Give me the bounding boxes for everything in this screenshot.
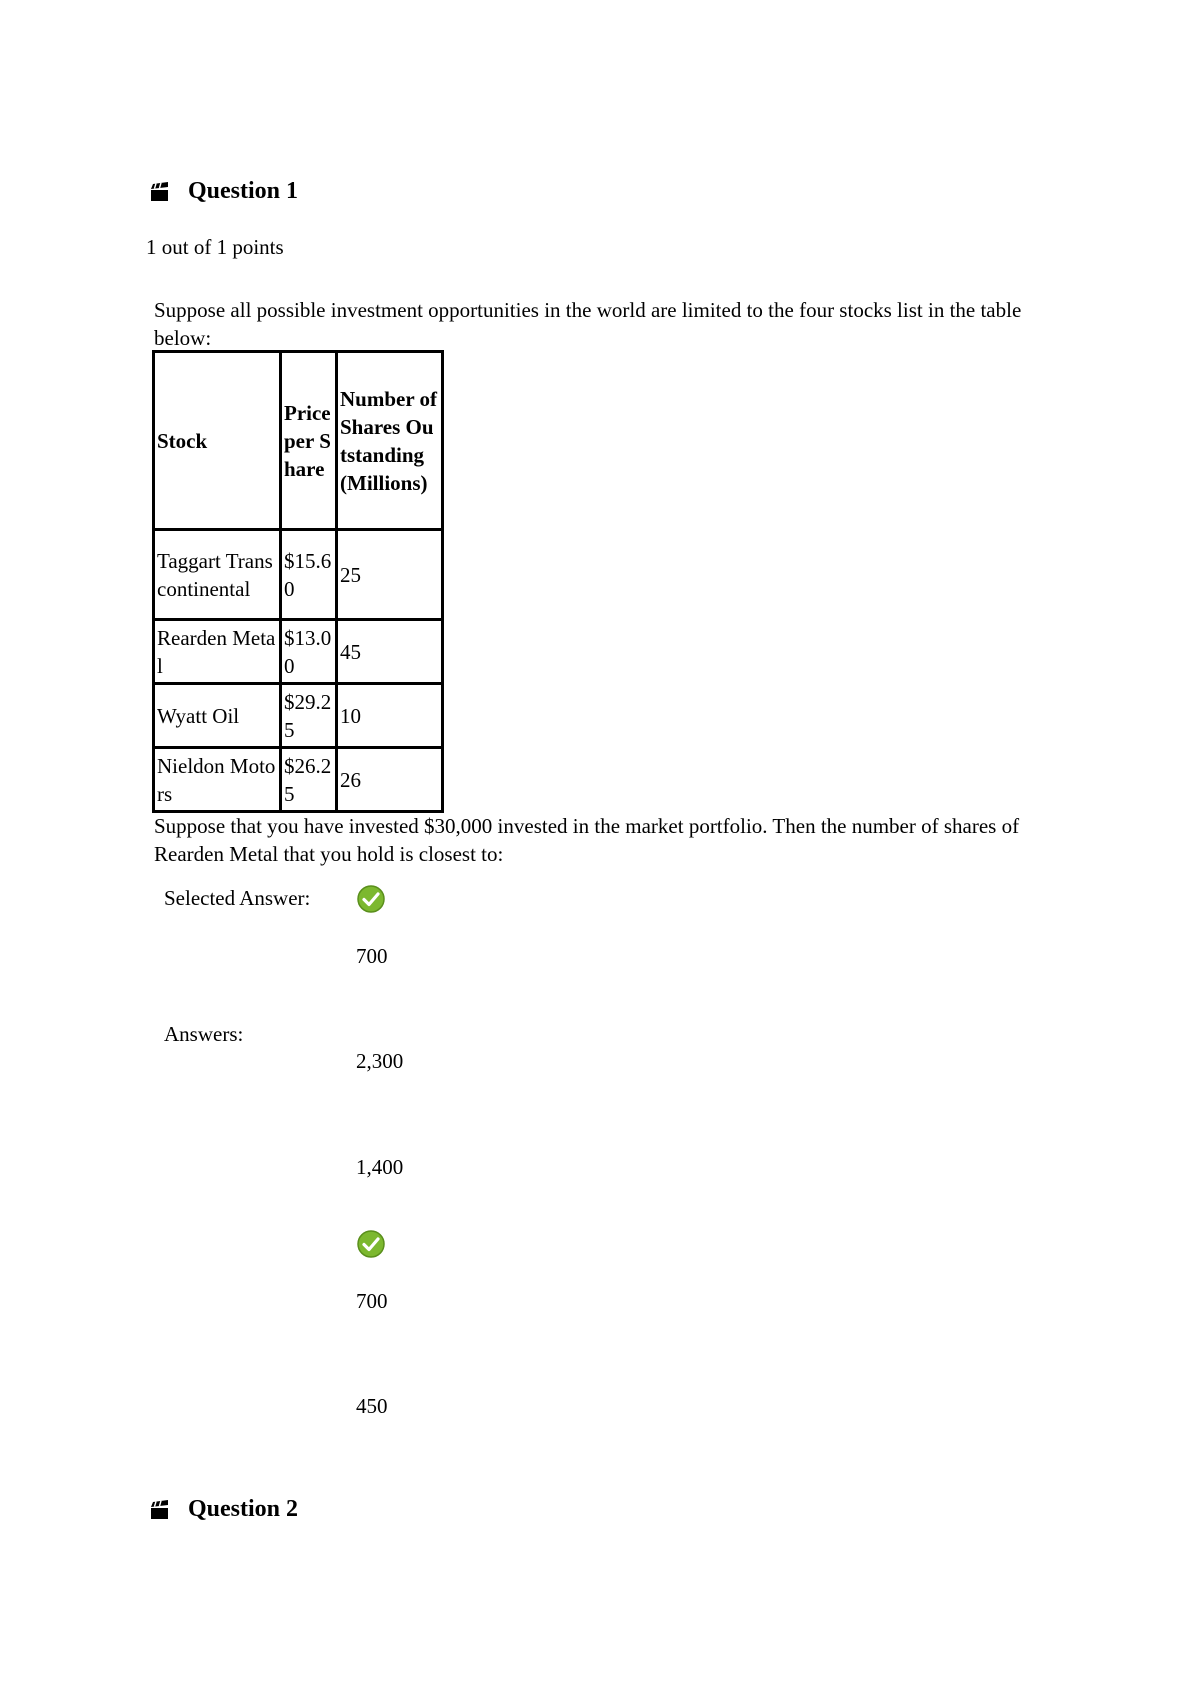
correct-check-icon (356, 1229, 386, 1259)
question-2-title: Question 2 (188, 1496, 299, 1522)
table-row (154, 748, 443, 812)
table-row (154, 684, 443, 748)
correct-check-icon (356, 884, 386, 914)
stock-name-cell: Nieldon Motors (154, 748, 281, 812)
price-cell: $15.60 (281, 530, 337, 620)
header-price: Price per Share (281, 352, 337, 530)
clapperboard-icon (150, 182, 170, 202)
price-cell: $13.00 (281, 620, 337, 684)
stock-name-cell: Taggart Transcontinental (154, 530, 281, 620)
shares-cell: 45 (337, 620, 443, 684)
table-row (154, 530, 443, 620)
question-stem-intro: Suppose all possible investment opportunities in the world are limited to the four stocks list in the table below: (154, 298, 1022, 350)
price-cell: $26.25 (281, 748, 337, 812)
price-cell: $29.25 (281, 684, 337, 748)
answer-option: 2,300 (356, 1049, 404, 1073)
selected-answer-value: 700 (356, 944, 388, 968)
answer-option-correct: 700 (356, 1289, 388, 1313)
stock-name-cell: Wyatt Oil (154, 684, 281, 748)
question-1-heading (150, 178, 298, 205)
clapperboard-icon (150, 1500, 170, 1520)
answer-option: 1,400 (356, 1155, 404, 1179)
stocks-table (152, 350, 444, 813)
question-stem: Suppose that you have invested $30,000 invested in the market portfolio. Then the number of shares of Rearden Metal that you hold is closest to: (154, 814, 1020, 866)
shares-cell: 26 (337, 748, 443, 812)
table-header-row (154, 352, 443, 530)
points-score: 1 out of 1 points (146, 235, 284, 259)
question-2-heading (150, 1496, 298, 1523)
shares-cell: 25 (337, 530, 443, 620)
answers-label: Answers: (164, 1022, 244, 1046)
header-shares: Number of Shares Outstanding (Millions) (337, 352, 443, 530)
stock-name-cell: Rearden Metal (154, 620, 281, 684)
selected-answer-label: Selected Answer: (164, 886, 311, 910)
table-row (154, 620, 443, 684)
question-1-title: Question 1 (188, 178, 299, 204)
header-stock: Stock (154, 352, 281, 530)
answer-option: 450 (356, 1394, 388, 1418)
shares-cell: 10 (337, 684, 443, 748)
